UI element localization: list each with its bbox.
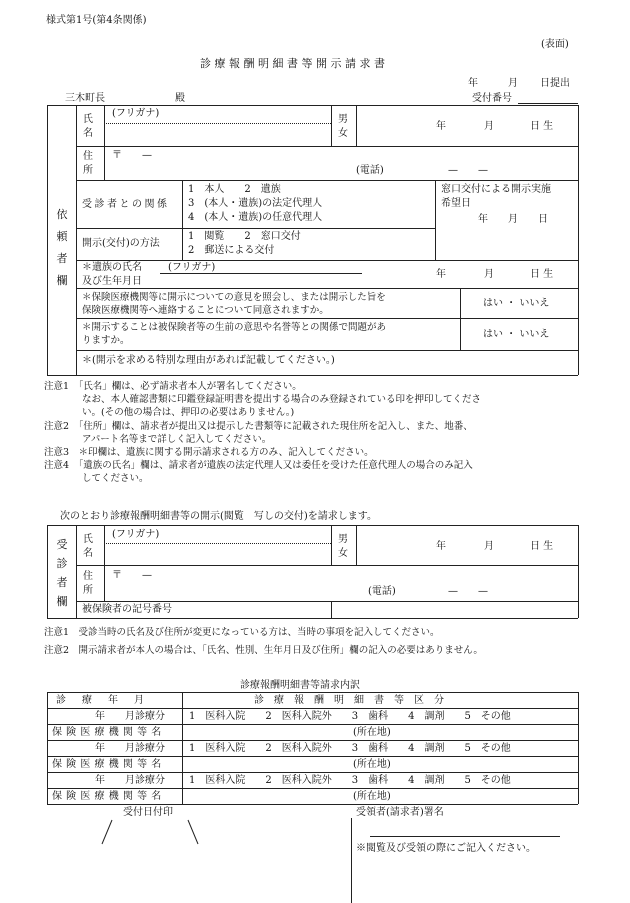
addressee: 三木町長 [65,93,105,104]
requester-birth-month: 月 [484,121,494,132]
method-label: 開示(交付)の方法 [82,238,160,249]
footer-divider [351,818,352,903]
patient-tel-label: (電話) [368,586,396,597]
patient-birth-year: 年 [436,541,446,552]
signature-note: ※閲覧及び受領の際にご記入ください。 [356,843,536,854]
notes-requester: 注意1 「氏名」欄は、必ず請求者本人が署名してください。 なお、本人確認書類に印鑑登録証明書を提出する場合のみ登録されている印を押印してくださ い。(その他の場合は、押印の必要はありません。) 注意2 「住所」欄は、請求者が提出又は提示した書類等に記載された現住所を記入し、また、地番、 アパート名等まで詳しく記入してください。 注意3 ＊印欄は、遺族に関する開示請求される方のみ、記入してください。 注意4 「遺族の氏名」欄は、請求者が遺族の法定代理人又は委任を受けた任意代理人の場合のみ記入 してください。 [44,381,482,485]
relation-options[interactable]: 1 本人 2 遺族 3 (本人・遺族)の法定代理人 4 (本人・遺族)の任意代理人 [188,184,323,223]
patient-postal-code[interactable]: 〒 — [112,570,152,581]
breakdown-month-1[interactable]: 年 月診療分 [95,711,165,722]
counter-request-label: 窓口交付による開示実施 希望日 [441,184,551,209]
patient-birth-month: 月 [484,541,494,552]
patient-tel-field[interactable]: — — [448,586,488,597]
breakdown-location-3[interactable]: (所在地) [353,791,391,802]
bereaved-birth-day: 日 生 [530,269,554,280]
breakdown-institution-3: 保 険 医 療 機 関 等 名 [52,791,162,802]
submit-day: 日提出 [540,78,570,89]
submit-month: 月 [508,78,518,89]
consent-question-1: ＊保険医療機関等に開示についての意見を照会し、または開示した旨を 保険医療機関等へ連絡することについて同意されますか。 [82,292,386,316]
requester-tel-field[interactable]: — — [448,165,488,176]
receipt-stamp-label: 受付日付印 [123,807,173,818]
patient-name-label: 氏 名 [83,534,93,559]
consent-answer-1[interactable]: はい ・ いいえ [483,298,550,309]
requester-name-field[interactable] [106,125,328,145]
breakdown-month-2[interactable]: 年 月診療分 [95,743,165,754]
signature-label: 受領者(請求者)署名 [356,807,444,818]
patient-address-label: 住 所 [83,571,93,596]
requester-name-label: 氏 名 [83,114,93,139]
front-side-label: (表面) [541,39,569,50]
patient-furigana-label: (フリガナ) [112,529,160,540]
breakdown-institution-2: 保 険 医 療 機 関 等 名 [52,759,162,770]
consent-answer-2[interactable]: はい ・ いいえ [483,329,550,340]
bereaved-birth-month: 月 [484,269,494,280]
counter-request-date[interactable]: 年 月 日 [478,214,548,225]
requester-sex-options[interactable]: 男 女 [338,114,348,139]
special-reason-label: ＊(開示を求める特別な理由があれば記載してください。) [82,355,335,366]
breakdown-month-3[interactable]: 年 月診療分 [95,775,165,786]
requester-section-label: 依 頼 者 欄 [56,208,68,287]
submit-year: 年 [468,78,478,89]
patient-name-field[interactable] [106,545,328,563]
request-statement: 次のとおり診療報酬明細書等の開示(閲覧 写しの交付)を請求します。 [60,511,378,522]
requester-tel-label: (電話) [356,165,384,176]
receipt-number-field[interactable] [518,103,578,104]
breakdown-institution-1: 保 険 医 療 機 関 等 名 [52,727,162,738]
relation-label: 受診者との関係 [82,199,170,210]
requester-birth-year: 年 [436,121,446,132]
bereaved-name-label: ＊遺族の氏名 [82,262,142,273]
requester-address-label: 住 所 [83,151,93,176]
consent-question-2: ＊開示することは被保険者等の生前の意思や名誉等との関係で問題があ りますか。 [82,322,387,346]
receipt-number-label: 受付番号 [472,93,512,104]
breakdown-categories-2[interactable]: 1 医科入院 2 医科入院外 3 歯科 4 調剤 5 その他 [189,743,511,754]
bereaved-birth-year: 年 [436,269,446,280]
insured-number-label: 被保険者の記号番号 [82,604,172,615]
form-number: 様式第1号(第4条関係) [46,15,147,26]
breakdown-location-2[interactable]: (所在地) [353,759,391,770]
breakdown-location-1[interactable]: (所在地) [353,727,391,738]
bereaved-name-field[interactable] [160,273,362,274]
insured-number-field[interactable] [333,603,576,617]
notes-patient: 注意1 受診当時の氏名及び住所が変更になっている方は、当時の事項を記入してください。 注意2 開示請求者が本人の場合は、「氏名、性別、生年月日及び住所」欄の記入の必要はありません。 [44,627,483,656]
breakdown-col1-header: 診 療 年 月 [56,695,147,706]
receipt-stamp-area [100,818,200,848]
breakdown-col2-header: 診 療 報 酬 明 細 書 等 区 分 [254,695,444,706]
patient-section-label: 受 診 者 欄 [56,538,68,608]
patient-birth-day: 日 生 [530,541,554,552]
breakdown-categories-3[interactable]: 1 医科入院 2 医科入院外 3 歯科 4 調剤 5 その他 [189,775,511,786]
bereaved-furigana-label: (フリガナ) [168,262,216,273]
addressee-suffix: 殿 [175,93,185,104]
signature-field[interactable] [370,836,560,837]
breakdown-title: 診療報酬明細書等請求内訳 [240,680,360,691]
requester-postal-code[interactable]: 〒 — [112,150,152,161]
method-options[interactable]: 1 閲覧 2 窓口交付 2 郵送による交付 [188,231,301,256]
requester-furigana-label: (フリガナ) [112,108,160,119]
patient-sex-options[interactable]: 男 女 [338,534,348,559]
page-title: 診 療 報 酬 明 細 書 等 開 示 請 求 書 [200,57,385,70]
breakdown-categories-1[interactable]: 1 医科入院 2 医科入院外 3 歯科 4 調剤 5 その他 [189,711,511,722]
requester-birth-day: 日 生 [530,121,554,132]
bereaved-birth-label: 及び生年月日 [82,276,142,287]
